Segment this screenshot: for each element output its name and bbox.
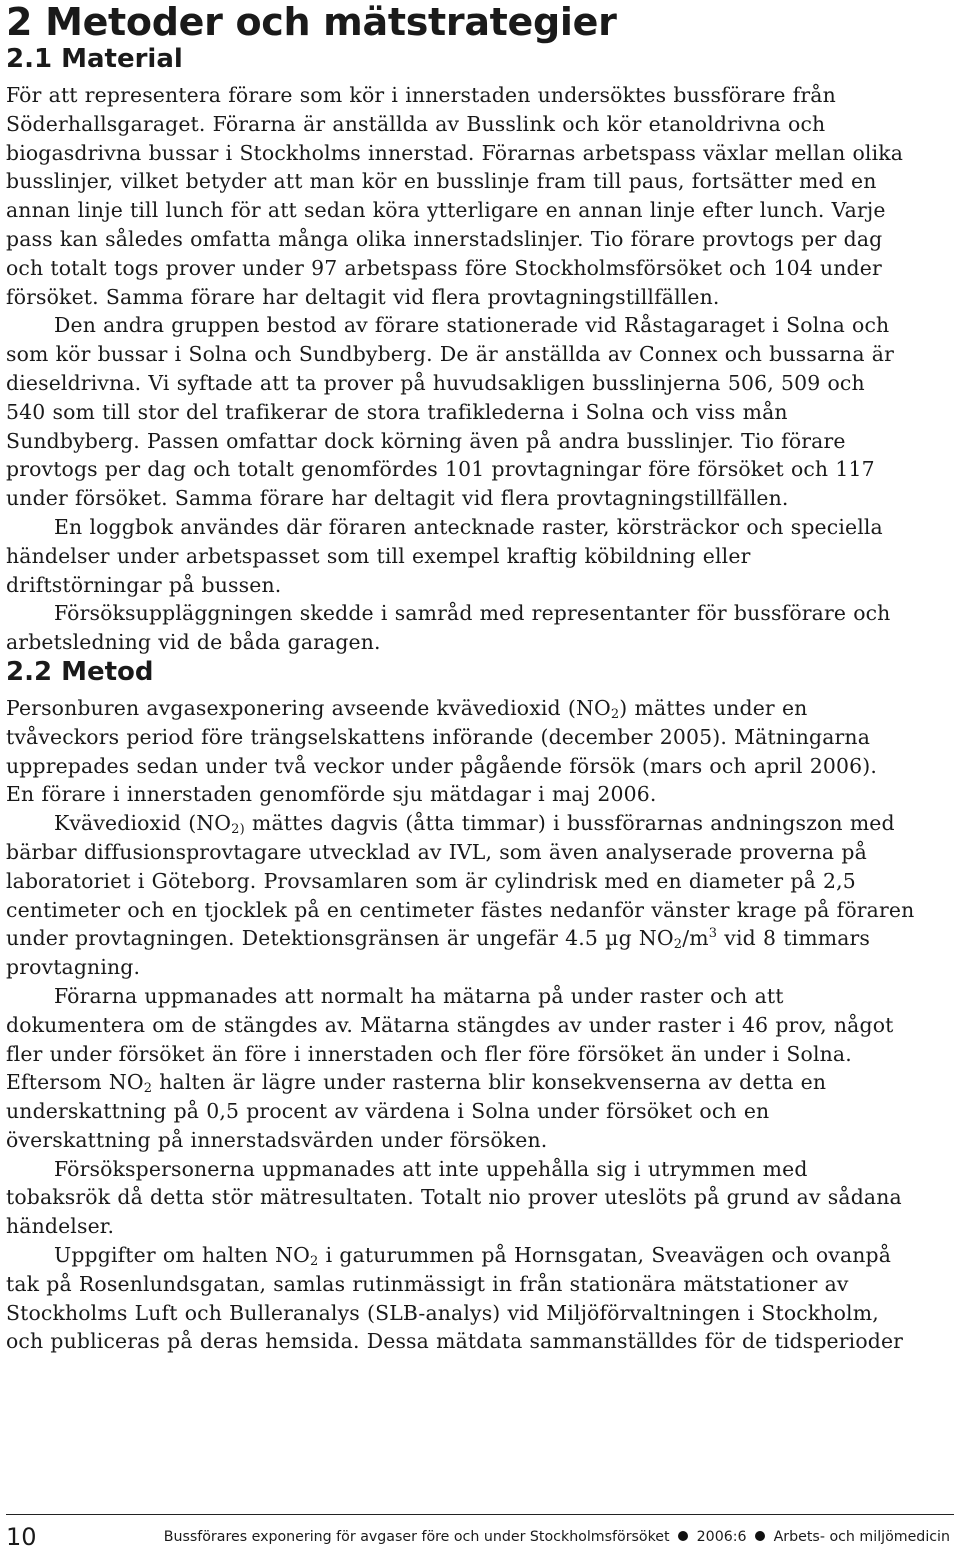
text-line: händelser. xyxy=(6,1214,115,1239)
text-span: Kvävedioxid (NO xyxy=(54,811,232,836)
text-line: Stockholms Luft och Bulleranalys (SLB-analys) vid Miljöförvaltningen i Stockholm, xyxy=(6,1300,879,1325)
paragraph xyxy=(6,1155,950,1241)
text-span: halten är lägre under rasterna blir konsekvenserna av detta en xyxy=(152,1070,827,1095)
text-line: laboratoriet i Göteborg. Provsamlaren som är cylindrisk med en diameter på 2,5 xyxy=(6,868,856,893)
subscript: 2) xyxy=(231,822,245,838)
text-span: under provtagningen. Detektionsgränsen är ungefär 4.5 µg NO xyxy=(6,926,674,951)
text-span: mättes dagvis (åtta timmar) i bussförarnas andningszon med xyxy=(244,811,895,836)
text-line: dieseldrivna. Vi syftade att ta prover på huvudsakligen busslinjerna 506, 509 och xyxy=(6,370,865,395)
text-line: pass kan således omfatta många olika innerstadslinjer. Tio förare provtogs per dag xyxy=(6,226,883,251)
text-line xyxy=(6,1241,950,1270)
text-span: Personburen avgasexponering avseende kvävedioxid (NO xyxy=(6,695,611,720)
text-span: i gaturummen på Hornsgatan, Sveavägen och ovanpå xyxy=(318,1243,892,1268)
text-span: Eftersom NO xyxy=(6,1070,144,1095)
text-line: biogasdrivna bussar i Stockholms innerstad. Förarnas arbetspass växlar mellan olika xyxy=(6,140,904,165)
text-line: dokumentera om de stängdes av. Mätarna stängdes av under raster i 46 prov, något xyxy=(6,1012,894,1037)
text-line: och totalt togs prover under 97 arbetspass före Stockholmsförsöket och 104 under xyxy=(6,255,882,280)
text-line: upprepades sedan under två veckor under pågående försök (mars och april 2006). xyxy=(6,753,877,778)
text-line: arbetsledning vid de båda garagen. xyxy=(6,630,381,655)
page-footer xyxy=(6,1514,954,1553)
text-line: provtogs per dag och totalt genomfördes 101 provtagningar före försöket och 117 xyxy=(6,457,875,482)
text-line xyxy=(6,1068,950,1097)
text-line: Förarna uppmanades att normalt ha mätarna på under raster och att xyxy=(54,983,784,1008)
page-number: 10 xyxy=(6,1523,37,1551)
section-heading-material: 2.1 Material xyxy=(6,44,183,74)
text-line: händelser under arbetspasset som till exempel kraftig köbildning eller xyxy=(6,543,751,568)
footer-publisher: Arbets- och miljömedicin xyxy=(773,1529,950,1545)
paragraph xyxy=(6,513,950,599)
text-span: vid 8 timmars xyxy=(717,926,871,951)
text-line: tvåveckors period före trängselskattens införande (december 2005). Mätningarna xyxy=(6,724,870,749)
document-page xyxy=(6,0,950,1356)
paragraph xyxy=(6,694,950,809)
text-line: fler under försöket än före i innerstaden och fler före försöket än under i Solna. xyxy=(6,1041,852,1066)
text-line xyxy=(6,809,950,838)
text-line: Försökspersonerna uppmanades att inte uppehålla sig i utrymmen med xyxy=(54,1156,808,1181)
chapter-title: 2 Metoder och mätstrategier xyxy=(6,0,617,44)
text-span: /m xyxy=(682,926,709,951)
text-line: under försöket. Samma förare har deltagit vid flera provtagningstillfällen. xyxy=(6,486,789,511)
text-line: provtagning. xyxy=(6,955,141,980)
text-line: överskattning på innerstadsvärden under försöken. xyxy=(6,1127,548,1152)
text-line: försöket. Samma förare har deltagit vid flera provtagningstillfällen. xyxy=(6,284,720,309)
text-line: Söderhallsgaraget. Förarna är anställda av Busslink och kör etanoldrivna och xyxy=(6,111,826,136)
text-line: busslinjer, vilket betyder att man kör en busslinje fram till paus, fortsätter med en xyxy=(6,169,877,194)
text-line: centimeter och en tjocklek på en centimeter fästes nedanför vänster krage på föraren xyxy=(6,897,915,922)
subscript: 2 xyxy=(310,1254,319,1270)
text-line: För att representera förare som kör i innerstaden undersöktes bussförare från xyxy=(6,83,836,107)
text-span: ) mättes under en xyxy=(619,695,808,720)
paragraph xyxy=(6,81,950,311)
superscript: 3 xyxy=(708,926,718,942)
paragraph xyxy=(6,599,950,657)
text-line: En förare i innerstaden genomförde sju mätdagar i maj 2006. xyxy=(6,782,657,807)
paragraph xyxy=(6,809,950,982)
paragraph xyxy=(6,311,950,513)
section-heading-metod: 2.2 Metod xyxy=(6,656,154,687)
text-line: tak på Rosenlundsgatan, samlas rutinmässigt in från stationära mätstationer av xyxy=(6,1271,849,1296)
footer-report-number: 2006:6 xyxy=(696,1529,747,1545)
subscript: 2 xyxy=(673,937,683,953)
footer-running-title xyxy=(164,1527,950,1547)
text-line: Den andra gruppen bestod av förare stationerade vid Råstagaraget i Solna och xyxy=(54,313,890,338)
subscript: 2 xyxy=(143,1081,153,1097)
text-line: underskattning på 0,5 procent av värdena i Solna under försöket och en xyxy=(6,1099,770,1124)
text-line: och publiceras på deras hemsida. Dessa mätdata sammanställdes för de tidsperioder xyxy=(6,1329,904,1354)
bullet-dot-icon xyxy=(678,1531,688,1541)
text-line: Sundbyberg. Passen omfattar dock körning även på andra busslinjer. Tio förare xyxy=(6,428,846,453)
text-line: En loggbok användes där föraren antecknade raster, körsträckor och speciella xyxy=(54,514,883,539)
text-span: Uppgifter om halten NO xyxy=(54,1243,311,1268)
section-body-metod xyxy=(6,694,950,1356)
section-body-material xyxy=(6,81,950,657)
text-line: tobaksrök då detta stör mätresultaten. Totalt nio prover uteslöts på grund av sådana xyxy=(6,1185,902,1210)
subscript: 2 xyxy=(610,706,620,722)
paragraph xyxy=(6,982,950,1155)
text-line: bärbar diffusionsprovtagare utvecklad av IVL, som även analyserade proverna på xyxy=(6,839,867,864)
text-line: annan linje till lunch för att sedan köra ytterligare en annan linje efter lunch. Varje xyxy=(6,198,886,223)
paragraph xyxy=(6,1241,950,1356)
text-line: Försöksuppläggningen skedde i samråd med representanter för bussförare och xyxy=(54,601,891,626)
text-line: 540 som till stor del trafikerar de stora trafiklederna i Solna och viss mån xyxy=(6,399,788,424)
text-line xyxy=(6,924,950,953)
text-line: driftstörningar på bussen. xyxy=(6,572,282,597)
footer-report-title: Bussförares exponering för avgaser före och under Stockholmsförsöket xyxy=(163,1529,670,1545)
text-line: som kör bussar i Solna och Sundbyberg. De är anställda av Connex och bussarna är xyxy=(6,342,894,367)
text-line xyxy=(6,694,950,723)
bullet-dot-icon xyxy=(755,1531,765,1541)
